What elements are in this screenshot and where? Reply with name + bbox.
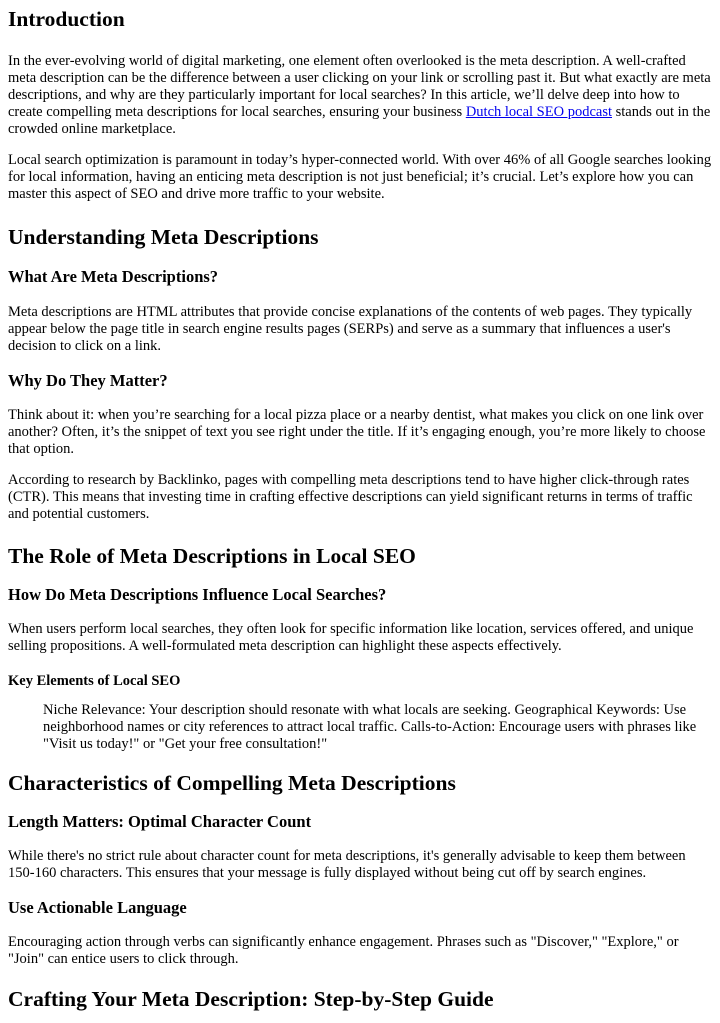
intro-paragraph-1 [8,53,712,138]
length-paragraph: While there's no strict rule about character count for meta descriptions, it's generally advisable to keep them between 150-160 characters. This ensures that your message is fully displayed without being cut off by search engines. [8,848,686,881]
understanding-heading: Understanding Meta Descriptions [8,225,319,249]
what-are-meta-descriptions-heading: What Are Meta Descriptions? [8,267,219,286]
introduction-heading: Introduction [8,7,125,31]
actionable-language-heading: Use Actionable Language [8,898,187,917]
intro-paragraph-2: Local search optimization is paramount in today’s hyper-connected world. With over 46% of all Google searches looking for local information, having an enticing meta description is not just beneficial; it’s crucial. Let’s explore how you can master this aspect of SEO and drive more traffic to your website. [8,152,712,202]
what-paragraph: Meta descriptions are HTML attributes that provide concise explanations of the contents of web pages. They typically appear below the page title in search engine results pages (SERPs) and serve as a summary that influences a user's decision to click on a link. [8,304,693,354]
dutch-local-seo-podcast-link[interactable]: Dutch local SEO podcast [465,104,612,120]
how-influence-heading: How Do Meta Descriptions Influence Local Searches? [8,585,387,604]
crafting-heading: Crafting Your Meta Description: Step-by-Step Guide [8,987,494,1011]
characteristics-heading: Characteristics of Compelling Meta Descriptions [8,771,456,795]
why-paragraph-1: Think about it: when you’re searching for a local pizza place or a nearby dentist, what makes you click on one link over another? Often, it’s the snippet of text you see right under the title. If it’s engaging enough, you’re more likely to choose that option. [8,407,706,457]
key-elements-text: Niche Relevance: Your description should resonate with what locals are seeking. Geographical Keywords: Use neighborhood names or city references to attract local traffic. Calls-to-Action: Encourage users with phrases like "Visit us today!" or "Get your free consultation!" [43,702,697,752]
role-heading: The Role of Meta Descriptions in Local SEO [8,544,416,568]
why-do-they-matter-heading: Why Do They Matter? [8,371,168,390]
key-elements-quote [43,702,712,753]
how-paragraph: When users perform local searches, they often look for specific information like location, services offered, and unique selling propositions. A well-formulated meta description can highlight these aspects effectively. [8,621,694,654]
key-elements-heading: Key Elements of Local SEO [8,673,181,689]
intro-text-after-link: stands out in the crowded online marketplace. [8,104,711,137]
actionable-paragraph: Encouraging action through verbs can significantly enhance engagement. Phrases such as "Discover," "Explore," or "Join" can entice users to click through. [8,934,679,967]
intro-text-before-link: In the ever-evolving world of digital marketing, one element often overlooked is the meta description. A well-crafted meta description can be the difference between a user clicking on your link or scrolling past it. But what exactly are meta descriptions, and why are they particularly important for local searches? In this article, we’ll delve deep into how to create compelling meta descriptions for local searches, ensuring your business [8,53,711,120]
why-paragraph-2: According to research by Backlinko, pages with compelling meta descriptions tend to have higher click-through rates (CTR). This means that investing time in crafting effective descriptions can yield significant returns in terms of traffic and potential customers. [8,472,693,522]
article [0,6,720,1012]
length-matters-heading: Length Matters: Optimal Character Count [8,812,312,831]
